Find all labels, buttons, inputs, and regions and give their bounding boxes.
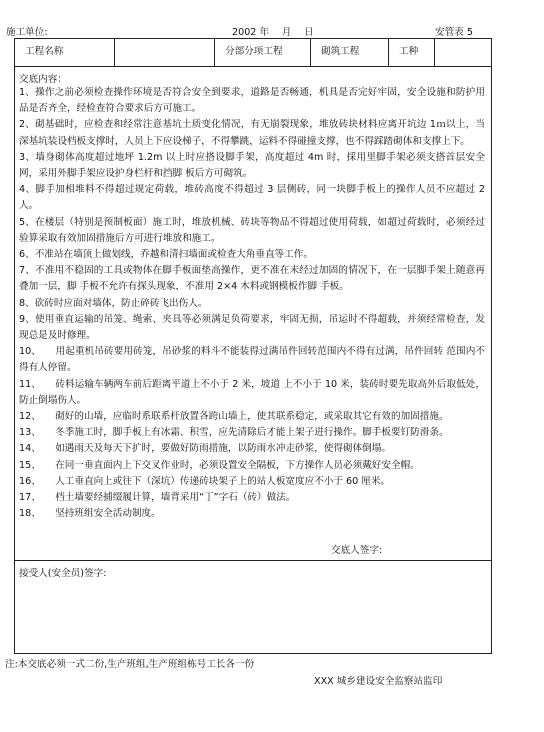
briefing-item: 12、 砌好的山墙，应临时系联系杆放置各跨山墙上，使其联系稳定，或采取其它有效的加固措施。 [19, 411, 449, 423]
receiver-signature-label: 接受人(安全员)签字: [19, 568, 107, 579]
briefing-item: 3、墙身砌体高度超过地坪 1.2m 以上时应搭设脚手架，高度超过 4m 时，採用里脚手架必须支搭首层安全网，采用外脚手架应设护身栏杆和挡脚 板后方可砌筑。 [19, 151, 485, 180]
briefing-item: 5、在楼层（特别是预制板面）施工时，堆放机械、砖块等物品不得超过使用荷载，如超过荷载时，必须经过验算采取有效加固措施后方可进行堆放和施工。 [19, 216, 485, 244]
briefing-content [15, 66, 491, 561]
briefer-signature-label: 交底人签字: [331, 545, 383, 556]
briefing-item: 14、 如遇雨天及每天下扩时，要做好防雨措施，以防雨水冲走砂浆，使得砌体倒塌。 [19, 443, 391, 455]
briefing-item: 2、砌基础时，应检查和经常注意基坑土质变化情况，有无崩裂现象，堆放砖块材料应离开坑边 1ｍ以上，当深基坑装设档板支撑时，人员上下应设梯子，不得攀跳，运料不得碰撞支撑，也不得踩踏砌体和支撑上下。 [19, 119, 485, 147]
briefing-item: 9、使用垂直运输的吊笼、绳索、夹具等必须满足负荷要求，牢固无损，吊运时不得超载，并须经常检查，发现总是及时修理。 [19, 313, 485, 342]
form-header [6, 24, 496, 38]
trade-label: 工种 [389, 39, 435, 66]
safety-briefing-form [14, 38, 492, 654]
briefing-items [19, 85, 485, 522]
briefing-item: 7、不准用不稳固的工具或物体在脚手板面垫高操作，更不准在未经过加固的情况下，在一层脚手架上随意再叠加一层，脚 手板不允许有探头现象，不准用 2×4 木料或钢模板作脚 手板。 [19, 265, 485, 293]
trade-value[interactable] [435, 39, 491, 66]
form-code: 安管表 5 [435, 27, 473, 38]
content-title: 交底内容： [19, 74, 67, 85]
briefing-item: 18、 坚持班组安全活动制度。 [19, 508, 161, 520]
issuer-seal-text: XXX 城乡建设安全监察站监印 [314, 676, 443, 687]
briefing-item: 13、 冬季施工时，脚手板上有冰霜、积雪，应先清除后才能上架子进行操作。脚手板要钉防滑条。 [19, 427, 449, 439]
briefing-item: 17、 档土墙要经捕缀履计算，墙背采用“丁”字石（砖）做法。 [19, 492, 296, 504]
project-name-value[interactable] [115, 39, 215, 66]
sub-project-value: 砌筑工程 [311, 39, 389, 66]
project-name-label: 工程名称 [15, 39, 115, 66]
date-label: 2002 年 月 日 [232, 27, 314, 38]
briefing-item: 11、 砖料运输车辆两车前后距离平道上不小于 2 米，坡道 上不小于 10 米，装砖时要先取高外后取低处，防止倒塌伤人。 [19, 378, 485, 406]
construction-unit-label: 施工单位: [6, 27, 48, 38]
briefing-item: 6、不准站在墙顶上做划线，乔越和清扫墙面或检查大角垂直等工作。 [19, 249, 313, 261]
briefing-item: 16、 人工垂直向上或往下（深坑）传递砖块架子上的站人板宽度应不小于 60 厘米。 [19, 475, 391, 487]
briefing-item: 15、 在同一垂直面内上下交叉作业时，必须设置安全隔板，下方操作人员必须戴好安全帽。 [19, 459, 420, 471]
sub-project-label: 分部分项工程 [215, 39, 311, 66]
briefing-item: 8、砍砖时应面对墙体，防止碎砖飞出伤人。 [19, 297, 208, 309]
briefing-item: 10、 用起重机吊砖要用砖笼，吊砂浆的料斗不能装得过满吊件回转范围内不得有过满，吊件回转 范围内不得有人停留。 [19, 346, 485, 374]
info-row [15, 39, 491, 67]
briefing-item: 1、操作之前必须检查操作环境是否符合安全到要求，道路是否畅通，机具是否完好牢固，安全设施和防护用品是否齐全，经检查符合要求后方可施工。 [19, 87, 485, 115]
briefing-item: 4、脚手加相堆料不得超过规定荷载，堆砖高度不得超过 3 层侧砖，同一块脚手板上的操作人员不应超过 2 人。 [19, 184, 485, 212]
footnote: 注:本交底必须一式二份,生产班组,生产班组栋号工长各一份 [5, 659, 255, 670]
